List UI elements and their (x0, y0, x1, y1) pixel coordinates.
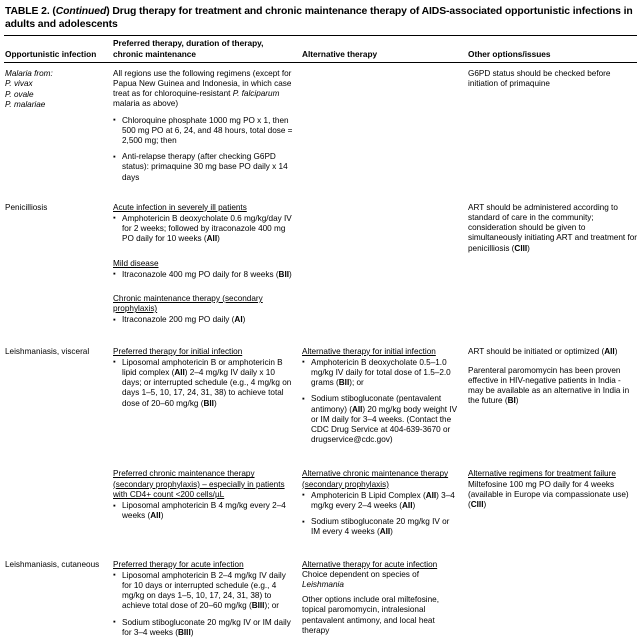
cell-infection (5, 183, 113, 326)
infection-line: P. ovale (5, 89, 34, 99)
preferred-bullet-list (113, 315, 293, 325)
other-paragraph: Miltefosine 100 mg PO daily for 4 weeks (available in Europe via compassionate use) (CIII) (468, 479, 629, 510)
table-row (5, 183, 638, 326)
cell-other-options: ART should be administered according to standard of care in the community; consideration should be given to simultaneously initiating ART and treatment for penicilliosis (CIII) (468, 202, 637, 253)
list-item: ▪ Amphotericin B deoxycholate 0.6 mg/kg/day IV for 2 weeks; followed by itraconazole 400 mg PO daily for 10 weeks (AII) (113, 214, 293, 245)
list-item: ▪ Chloroquine phosphate 1000 mg PO x 1, then 500 mg PO at 6, 24, and 48 hours, total dose = 2,500 mg; then (113, 116, 293, 147)
list-item: ▪ Sodium stibogluconate 20 mg/kg IV or IM daily for 3–4 weeks (BIII) (113, 618, 293, 638)
cell-preferred-therapy (113, 445, 302, 537)
subheading-alternative-initial: Alternative therapy for initial infection (302, 346, 436, 356)
preferred-bullet-list (113, 501, 293, 521)
cell-infection (5, 445, 113, 537)
cell-alternative-therapy (302, 63, 468, 183)
header-preferred-line1: Preferred therapy, duration of therapy, (113, 38, 264, 49)
cell-infection (5, 63, 113, 183)
cell-other-options (468, 445, 638, 537)
preferred-bullet-list (113, 270, 293, 280)
subheading-preferred-acute: Preferred therapy for acute infection (113, 559, 244, 569)
infection-line: Leishmaniasis, visceral (5, 346, 90, 356)
alternative-bullet-list (302, 358, 459, 446)
other-paragraph: ART should be initiated or optimized (AII) (468, 346, 618, 356)
alternative-paragraph-species: Choice dependent on species of Leishmania (302, 569, 419, 590)
infection-label-penicilliosis (5, 203, 104, 213)
infection-line: Penicilliosis (5, 202, 48, 212)
infection-line: Leishmaniasis, cutaneous (5, 559, 100, 569)
table-row (5, 326, 638, 446)
column-header-opportunistic-infection: Opportunistic infection (5, 48, 97, 59)
table-row (5, 63, 638, 183)
cell-alternative-therapy (302, 183, 468, 326)
spacer (113, 280, 293, 294)
title-prefix: TABLE 2. ( (5, 6, 56, 17)
cell-alternative-therapy (302, 445, 468, 537)
preferred-intro-text: All regions use the following regimens (except for Papua New Guinea and Indonesia, in which case treat as for chloroquine-resistant P. falciparum malaria as above) (113, 68, 292, 109)
cell-other-options: G6PD status should be checked before initiation of primaquine (468, 68, 611, 88)
infection-label-malaria (5, 69, 104, 111)
header-row (5, 36, 638, 61)
infection-line: P. malariae (5, 99, 46, 109)
title-continued-italic: Continued (55, 6, 107, 17)
infection-label-leishmaniasis-visceral (5, 347, 104, 357)
preferred-bullet-list (113, 358, 293, 409)
infection-line: P. vivax (5, 79, 33, 89)
table-row (5, 538, 638, 638)
spacer (468, 357, 638, 366)
subheading-preferred-chronic-maintenance: Preferred chronic maintenance therapy (secondary prophylaxis) – especially in patients with CD4+ count <200 cells/µL (113, 469, 285, 499)
list-item: ▪ Amphotericin B Lipid Complex (AII) 3–4 mg/kg every 2–4 weeks (AII) (302, 491, 459, 511)
cell-alternative-therapy (302, 538, 468, 638)
cell-other-options (468, 538, 638, 638)
table-row (5, 445, 638, 537)
cell-alternative-therapy (302, 326, 468, 446)
subheading-alternative-acute: Alternative therapy for acute infection (302, 559, 438, 569)
spacer (113, 245, 293, 259)
alternative-paragraph: Other options include oral miltefosine, topical paromomycin, intralesional pentavalent antimony, and local heat therapy (302, 595, 439, 635)
subheading-mild-disease: Mild disease (113, 258, 159, 268)
cell-preferred-therapy (113, 538, 302, 638)
table-header (5, 36, 638, 61)
infection-label-leishmaniasis-cutaneous (5, 560, 104, 570)
list-item: ▪ Liposomal amphotericin B 2–4 mg/kg IV daily for 10 days or interrupted schedule (e.g., 4 mg/kg on days 1–5, 10, 17, 24, 31, 38) to achieve total dose of 20–60 mg/kg (BIII); or (113, 571, 293, 612)
subheading-preferred-initial: Preferred therapy for initial infection (113, 346, 243, 356)
cell-infection (5, 538, 113, 638)
cell-other-options (468, 326, 638, 446)
list-item: ▪ Itraconazole 400 mg PO daily for 8 weeks (BII) (113, 270, 293, 280)
page-title (5, 5, 641, 31)
list-item: ▪ Sodium stibogluconate (pentavalent antimony) (AII) 20 mg/kg body weight IV or IM daily for 3–4 weeks. (Contact the CDC Drug Service at 404-639-3670 or drugservice@cdc.gov) (302, 394, 459, 445)
subheading-chronic-maintenance: Chronic maintenance therapy (secondary prophylaxis) (113, 293, 263, 314)
header-preferred-line2: chronic maintenance (113, 48, 196, 59)
preferred-bullet-list (113, 214, 293, 245)
therapy-table-body (5, 63, 638, 638)
preferred-bullet-list (113, 571, 293, 638)
subheading-alternative-treatment-failure: Alternative regimens for treatment failure (468, 469, 616, 479)
cell-preferred-therapy (113, 183, 302, 326)
infection-line: Malaria from: (5, 68, 53, 78)
column-header-other-options: Other options/issues (468, 48, 551, 59)
alternative-bullet-list (302, 491, 459, 538)
subheading-alternative-chronic-maintenance: Alternative chronic maintenance therapy (secondary prophylaxis) (302, 469, 449, 489)
cell-preferred-therapy (113, 326, 302, 446)
list-item: ▪ Liposomal amphotericin B or amphotericin B lipid complex (AII) 2–4 mg/kg IV daily x 10 days; or interrupted schedule (e.g., 4 mg/kg on days 1–5, 10, 17, 24, 31, 38) to achieve total dose of 20–60 mg/kg (BII) (113, 358, 293, 409)
column-header-alternative-therapy: Alternative therapy (302, 48, 378, 59)
other-paragraph: Parenteral paromomycin has been proven effective in HIV-negative patients in India - may be available as an alternative in India in the future (BI) (468, 365, 630, 406)
preferred-bullet-list (113, 116, 293, 183)
cell-infection (5, 326, 113, 446)
list-item: ▪ Sodium stibogluconate 20 mg/kg IV or IM every 4 weeks (AII) (302, 517, 459, 537)
list-item: ▪ Itraconazole 200 mg PO daily (AI) (113, 315, 293, 325)
title-suffix: ) Drug therapy for treatment and chronic maintenance therapy of AIDS-associated opportunistic infections in adults and adolescents (5, 6, 633, 31)
cell-preferred-therapy (113, 63, 302, 183)
therapy-table (5, 36, 638, 61)
column-header-preferred-therapy (113, 36, 302, 61)
list-item: ▪ Anti-relapse therapy (after checking G6PD status): primaquine 30 mg base PO daily x 14 days (113, 152, 293, 183)
list-item: ▪ Amphotericin B deoxycholate 0.5–1.0 mg/kg IV daily for total dose of 1.5–2.0 grams (BII); or (302, 358, 459, 389)
list-item: ▪ Liposomal amphotericin B 4 mg/kg every 2–4 weeks (AII) (113, 501, 293, 521)
subheading-acute-infection: Acute infection in severely ill patients (113, 202, 247, 212)
